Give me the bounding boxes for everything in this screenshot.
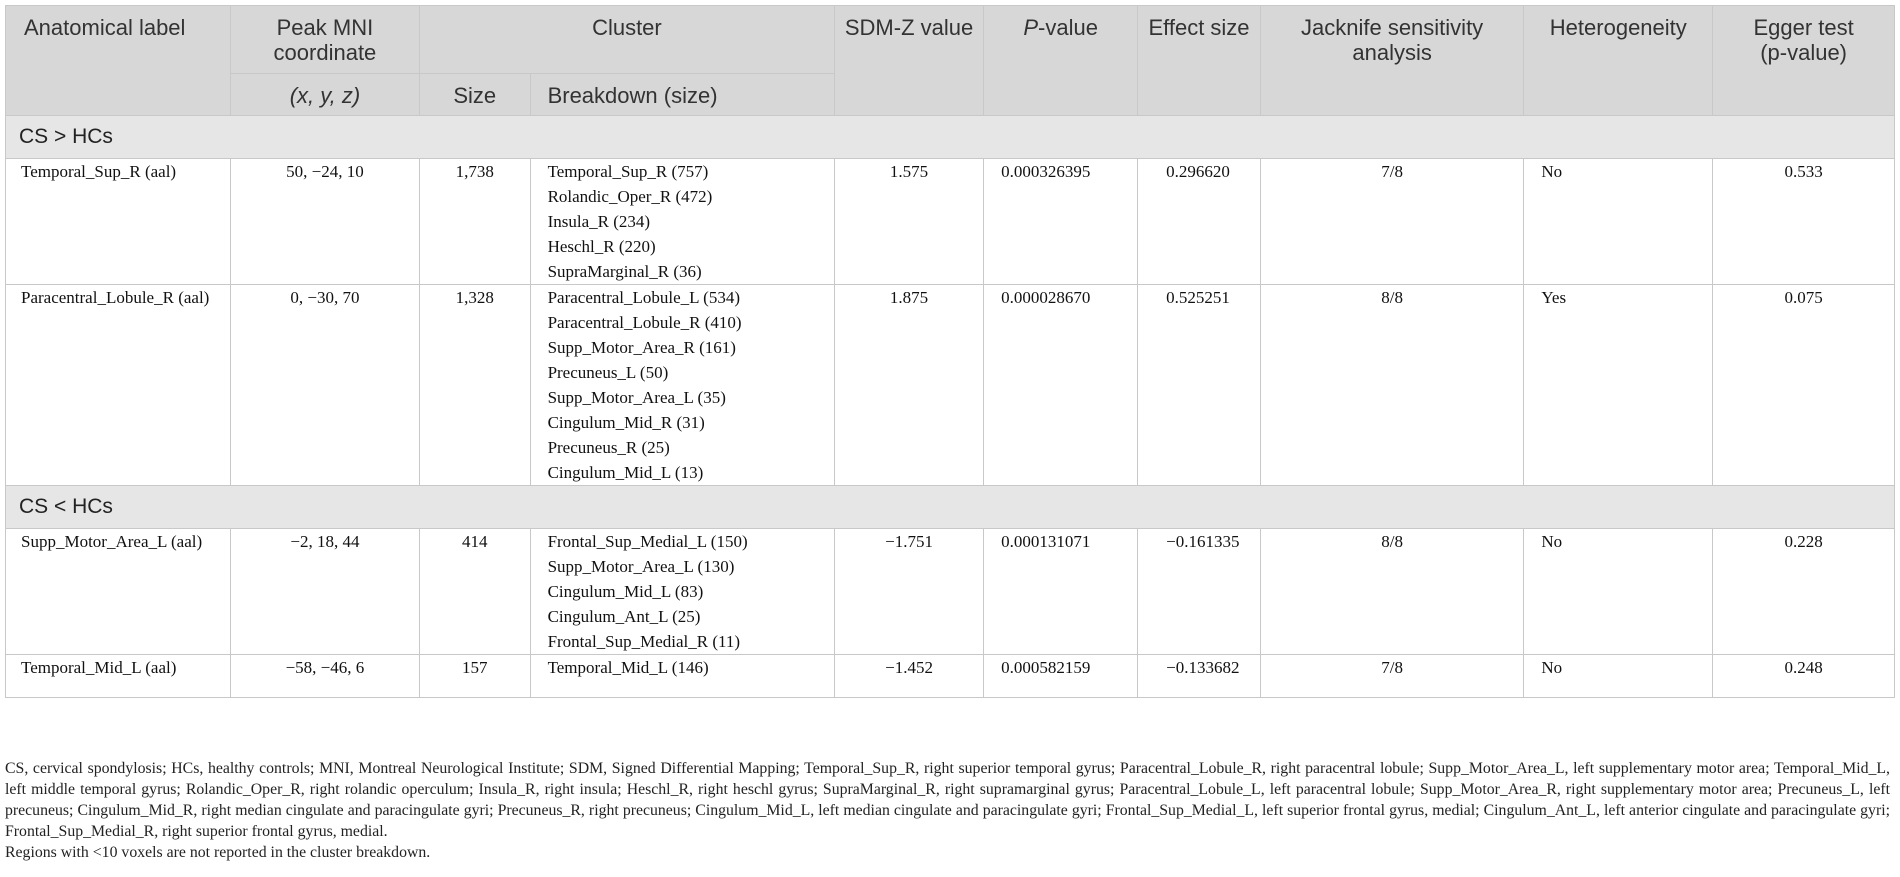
effect-size-cell: 0.525251: [1138, 285, 1261, 486]
breakdown-item: Frontal_Sup_Medial_L (150): [547, 532, 748, 551]
heterogeneity-cell: No: [1524, 159, 1713, 285]
header-breakdown: Breakdown (size): [530, 74, 834, 116]
egger-cell: 0.533: [1713, 159, 1895, 285]
coordinate-cell: −58, −46, 6: [230, 655, 419, 698]
breakdown-item: SupraMarginal_R (36): [547, 262, 702, 281]
sdm-z-cell: −1.751: [834, 529, 983, 655]
header-egger-sub: (p-value): [1760, 40, 1848, 65]
breakdown-item: Cingulum_Mid_R (31): [547, 413, 705, 432]
section-title: CS > HCs: [6, 116, 1895, 159]
breakdown-item: Supp_Motor_Area_R (161): [547, 338, 736, 357]
breakdown-cell: [530, 529, 834, 655]
footnote-abbreviations: CS, cervical spondylosis; HCs, healthy controls; MNI, Montreal Neurological Institute; SDM, Signed Differential Mapping; Temporal_Sup_R, right superior temporal gyrus; Paracentral_Lobule_R, right paracentral lobule; Supp_Motor_Area_L, left supplementary motor area; Temporal_Mid_L, left middle temporal gyrus; Rolandic_Oper_R, right rolandic operculum; Insula_R, right insula; Heschl_R, right heschl gyrus; SupraMarginal_R, right supramarginal gyrus; Paracentral_Lobule_L, left paracentral lobule; Supp_Motor_Area_R, right supplementary motor area; Precuneus_L, left precuneus; Cingulum_Mid_R, right median cingulate and paracingulate gyri; Precuneus_R, right precuneus; Cingulum_Mid_L, left median cingulate and paracingulate gyri; Frontal_Sup_Medial_L, left superior frontal gyrus, medial; Cingulum_Ant_L, left anterior cingulate and paracingulate gyri; Frontal_Sup_Medial_R, right superior frontal gyrus, medial.: [5, 760, 1890, 840]
results-table: [5, 5, 1895, 698]
jacknife-cell: 7/8: [1260, 159, 1523, 285]
breakdown-item: Cingulum_Ant_L (25): [547, 607, 701, 626]
heterogeneity-cell: No: [1524, 655, 1713, 698]
breakdown-item: Frontal_Sup_Medial_R (11): [547, 632, 741, 651]
table-row: [6, 159, 1895, 285]
breakdown-item: Temporal_Mid_L (146): [547, 658, 709, 677]
breakdown-item: Cingulum_Mid_L (83): [547, 582, 704, 601]
anatomical-label-cell: Temporal_Mid_L (aal): [6, 655, 231, 698]
egger-cell: 0.248: [1713, 655, 1895, 698]
jacknife-cell: 7/8: [1260, 655, 1523, 698]
effect-size-cell: 0.296620: [1138, 159, 1261, 285]
p-value-cell: 0.000028670: [984, 285, 1138, 486]
header-egger-main: Egger test: [1753, 15, 1854, 40]
breakdown-item: Cingulum_Mid_L (13): [547, 463, 704, 482]
p-value-cell: 0.000582159: [984, 655, 1138, 698]
header-p-value-italic: P: [1023, 15, 1039, 40]
header-p-value-rest: -value: [1038, 15, 1098, 40]
breakdown-cell: [530, 655, 834, 698]
coordinate-cell: 0, −30, 70: [230, 285, 419, 486]
header-coord-sub: (x, y, z): [230, 74, 419, 116]
header-sdm-z: SDM-Z value: [834, 6, 983, 116]
section-row: [6, 116, 1895, 159]
coordinate-cell: 50, −24, 10: [230, 159, 419, 285]
header-cluster: Cluster: [419, 6, 834, 74]
header-jacknife: Jacknife sensitivity analysis: [1260, 6, 1523, 116]
effect-size-cell: −0.133682: [1138, 655, 1261, 698]
breakdown-item: Supp_Motor_Area_L (130): [547, 557, 735, 576]
table-row: [6, 529, 1895, 655]
coordinate-cell: −2, 18, 44: [230, 529, 419, 655]
header-effect-size: Effect size: [1138, 6, 1261, 116]
section-title: CS < HCs: [6, 486, 1895, 529]
size-cell: 1,738: [419, 159, 530, 285]
sdm-z-cell: 1.575: [834, 159, 983, 285]
jacknife-cell: 8/8: [1260, 529, 1523, 655]
anatomical-label-cell: Temporal_Sup_R (aal): [6, 159, 231, 285]
size-cell: 414: [419, 529, 530, 655]
p-value-cell: 0.000326395: [984, 159, 1138, 285]
section-row: [6, 486, 1895, 529]
breakdown-item: Rolandic_Oper_R (472): [547, 187, 713, 206]
breakdown-item: Heschl_R (220): [547, 237, 656, 256]
breakdown-item: Insula_R (234): [547, 212, 651, 231]
size-cell: 157: [419, 655, 530, 698]
breakdown-item: Paracentral_Lobule_R (410): [547, 313, 742, 332]
breakdown-item: Temporal_Sup_R (757): [547, 162, 709, 181]
header-size: Size: [419, 74, 530, 116]
p-value-cell: 0.000131071: [984, 529, 1138, 655]
header-peak-mni: Peak MNI coordinate: [230, 6, 419, 74]
heterogeneity-cell: No: [1524, 529, 1713, 655]
footnote-note: Regions with <10 voxels are not reported in the cluster breakdown.: [5, 844, 431, 861]
header-p-value: [984, 6, 1138, 116]
table-row: [6, 285, 1895, 486]
table-row: [6, 655, 1895, 698]
size-cell: 1,328: [419, 285, 530, 486]
breakdown-cell: [530, 159, 834, 285]
breakdown-item: Paracentral_Lobule_L (534): [547, 288, 740, 307]
breakdown-cell: [530, 285, 834, 486]
anatomical-label-cell: Paracentral_Lobule_R (aal): [6, 285, 231, 486]
anatomical-label-cell: Supp_Motor_Area_L (aal): [6, 529, 231, 655]
effect-size-cell: −0.161335: [1138, 529, 1261, 655]
header-anatomical-label: Anatomical label: [6, 6, 231, 116]
breakdown-item: Precuneus_R (25): [547, 438, 670, 457]
breakdown-item: Supp_Motor_Area_L (35): [547, 388, 726, 407]
sdm-z-cell: 1.875: [834, 285, 983, 486]
sdm-z-cell: −1.452: [834, 655, 983, 698]
breakdown-item: Precuneus_L (50): [547, 363, 669, 382]
heterogeneity-cell: Yes: [1524, 285, 1713, 486]
jacknife-cell: 8/8: [1260, 285, 1523, 486]
header-heterogeneity: Heterogeneity: [1524, 6, 1713, 116]
egger-cell: 0.075: [1713, 285, 1895, 486]
header-egger: [1713, 6, 1895, 116]
egger-cell: 0.228: [1713, 529, 1895, 655]
